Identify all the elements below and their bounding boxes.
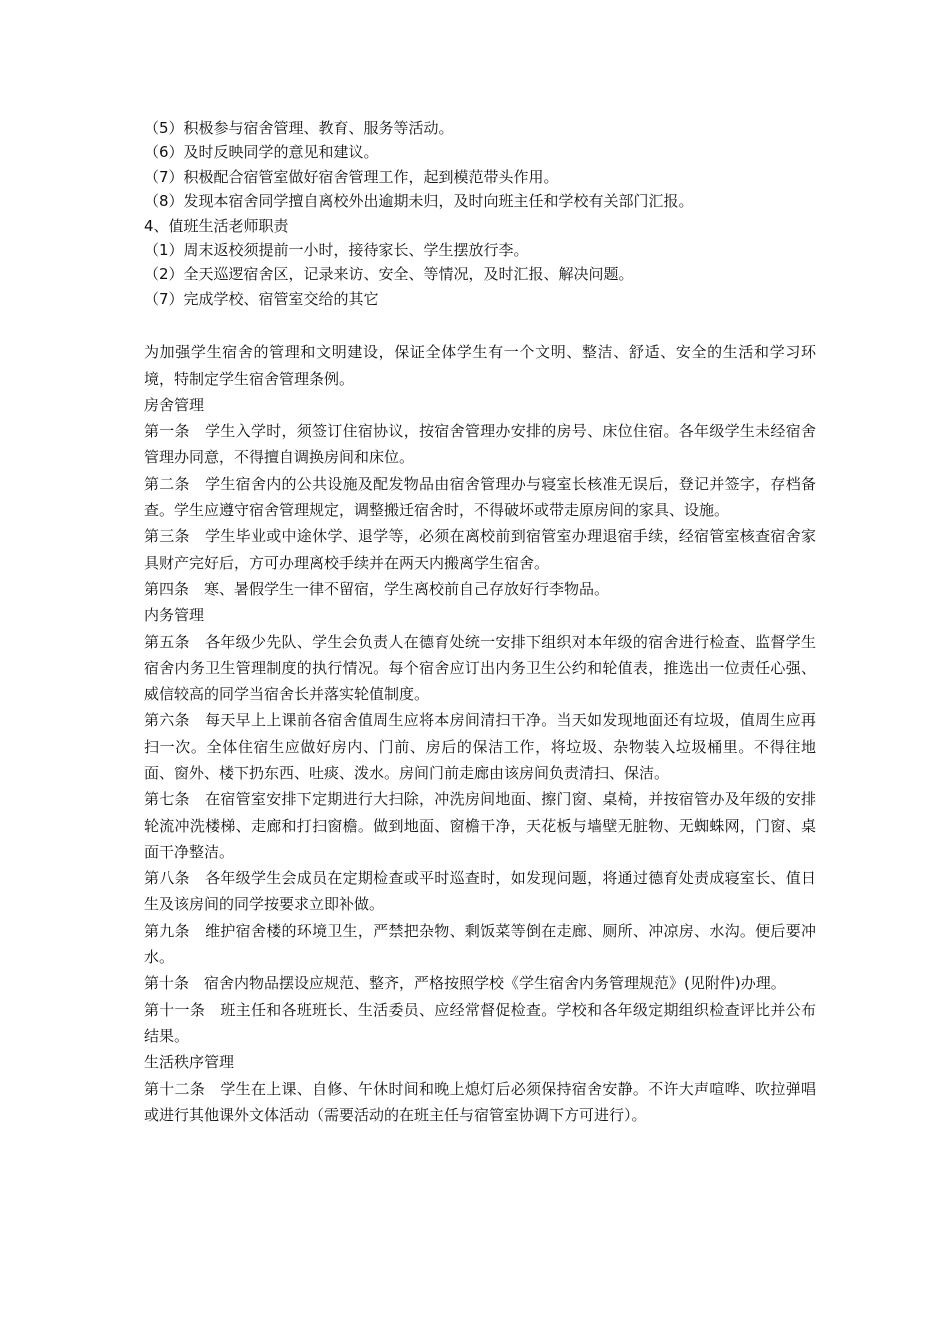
paragraph-gap [144, 311, 816, 339]
section-heading-internal: 内务管理 [144, 606, 205, 625]
article-6: 第六条 每天早上上课前各宿舍值周生应将本房间清扫干净。当天如发现地面还有垃圾，值周生应再扫一次。全体住宿生应做好房内、门前、房后的保洁工作，将垃圾、杂物装入垃圾桶里。不得往地面、窗外、楼下扔东西、吐痰、泼水。房间门前走廊由该房间负责清扫、保洁。 [144, 711, 816, 782]
document-page [144, 116, 816, 1128]
duty-item-6: （6）及时反映同学的意见和建议。 [144, 143, 379, 162]
article-1: 第一条 学生入学时，须签订住宿协议，按宿舍管理办安排的房号、床位住宿。各年级学生未经宿舍管理办同意，不得擅自调换房间和床位。 [144, 422, 816, 467]
article-8: 第八条 各年级学生会成员在定期检查或平时巡查时，如发现问题，将通过德育处责成寝室长、值日生及该房间的同学按要求立即补做。 [144, 869, 816, 914]
teacher-duty-item-7: （7）完成学校、宿管室交给的其它 [144, 289, 379, 308]
teacher-duty-item-2: （2）全天巡逻宿舍区，记录来访、安全、等情况，及时汇报、解决问题。 [144, 265, 634, 284]
teacher-duties-heading: 4、值班生活老师职责 [144, 216, 289, 235]
duty-item-8: （8）发现本宿舍同学擅自离校外出逾期未归，及时向班主任和学校有关部门汇报。 [144, 192, 694, 211]
section-heading-order: 生活秩序管理 [144, 1053, 235, 1072]
article-3: 第三条 学生毕业或中途休学、退学等，必须在离校前到宿管室办理退宿手续，经宿管室核查宿舍家具财产完好后，方可办理离校手续并在两天内搬离学生宿舍。 [144, 527, 816, 572]
duty-item-7: （7）积极配合宿管室做好宿舍管理工作，起到模范带头作用。 [144, 167, 559, 186]
article-12: 第十二条 学生在上课、自修、午休时间和晚上熄灯后必须保持宿舍安静。不许大声喧哗、吹拉弹唱或进行其他课外文体活动（需要活动的在班主任与宿管室协调下方可进行）。 [144, 1079, 816, 1124]
article-9: 第九条 维护宿舍楼的环境卫生，严禁把杂物、剩饭菜等倒在走廊、厕所、冲凉房、水沟。便后要冲水。 [144, 921, 816, 967]
duty-item-5: （5）积极参与宿舍管理、教育、服务等活动。 [144, 119, 454, 137]
article-7: 第七条 在宿管室安排下定期进行大扫除，冲洗房间地面、擦门窗、桌椅，并按宿管办及年级的安排轮流冲洗楼梯、走廊和打扫窗檐。做到地面、窗檐干净，天花板与墙壁无脏物、无蜘蛛网，门窗、桌面干净整洁。 [144, 790, 816, 861]
teacher-duty-item-1: （1）周末返校须提前一小时，接待家长、学生摆放行李。 [144, 241, 529, 260]
intro-paragraph: 为加强学生宿舍的管理和文明建设，保证全体学生有一个文明、整洁、舒适、安全的生活和学习环境，特制定学生宿舍管理条例。 [144, 343, 816, 388]
article-11: 第十一条 班主任和各班班长、生活委员、应经常督促检查。学校和各年级定期组织检查评比并公布结果。 [144, 1000, 816, 1045]
section-heading-housing: 房舍管理 [144, 395, 205, 414]
article-2: 第二条 学生宿舍内的公共设施及配发物品由宿舍管理办与寝室长核准无误后，登记并签字，存档备查。学生应遵守宿舍管理规定，调整搬迁宿舍时，不得破坏或带走原房间的家具、设施。 [144, 474, 816, 520]
duties-list [144, 116, 816, 311]
article-4: 第四条 寒、暑假学生一律不留宿，学生离校前自己存放好行李物品。 [144, 579, 610, 598]
article-10: 第十条 宿舍内物品摆设应规范、整齐，严格按照学校《学生宿舍内务管理规范》(见附件)办理。 [144, 974, 786, 993]
article-5: 第五条 各年级少先队、学生会负责人在德育处统一安排下组织对本年级的宿舍进行检查、监督学生宿舍内务卫生管理制度的执行情况。每个宿舍应订出内务卫生公约和轮值表，推选出一位责任心强、威信较高的同学当宿舍长并落实轮值制度。 [144, 632, 816, 704]
